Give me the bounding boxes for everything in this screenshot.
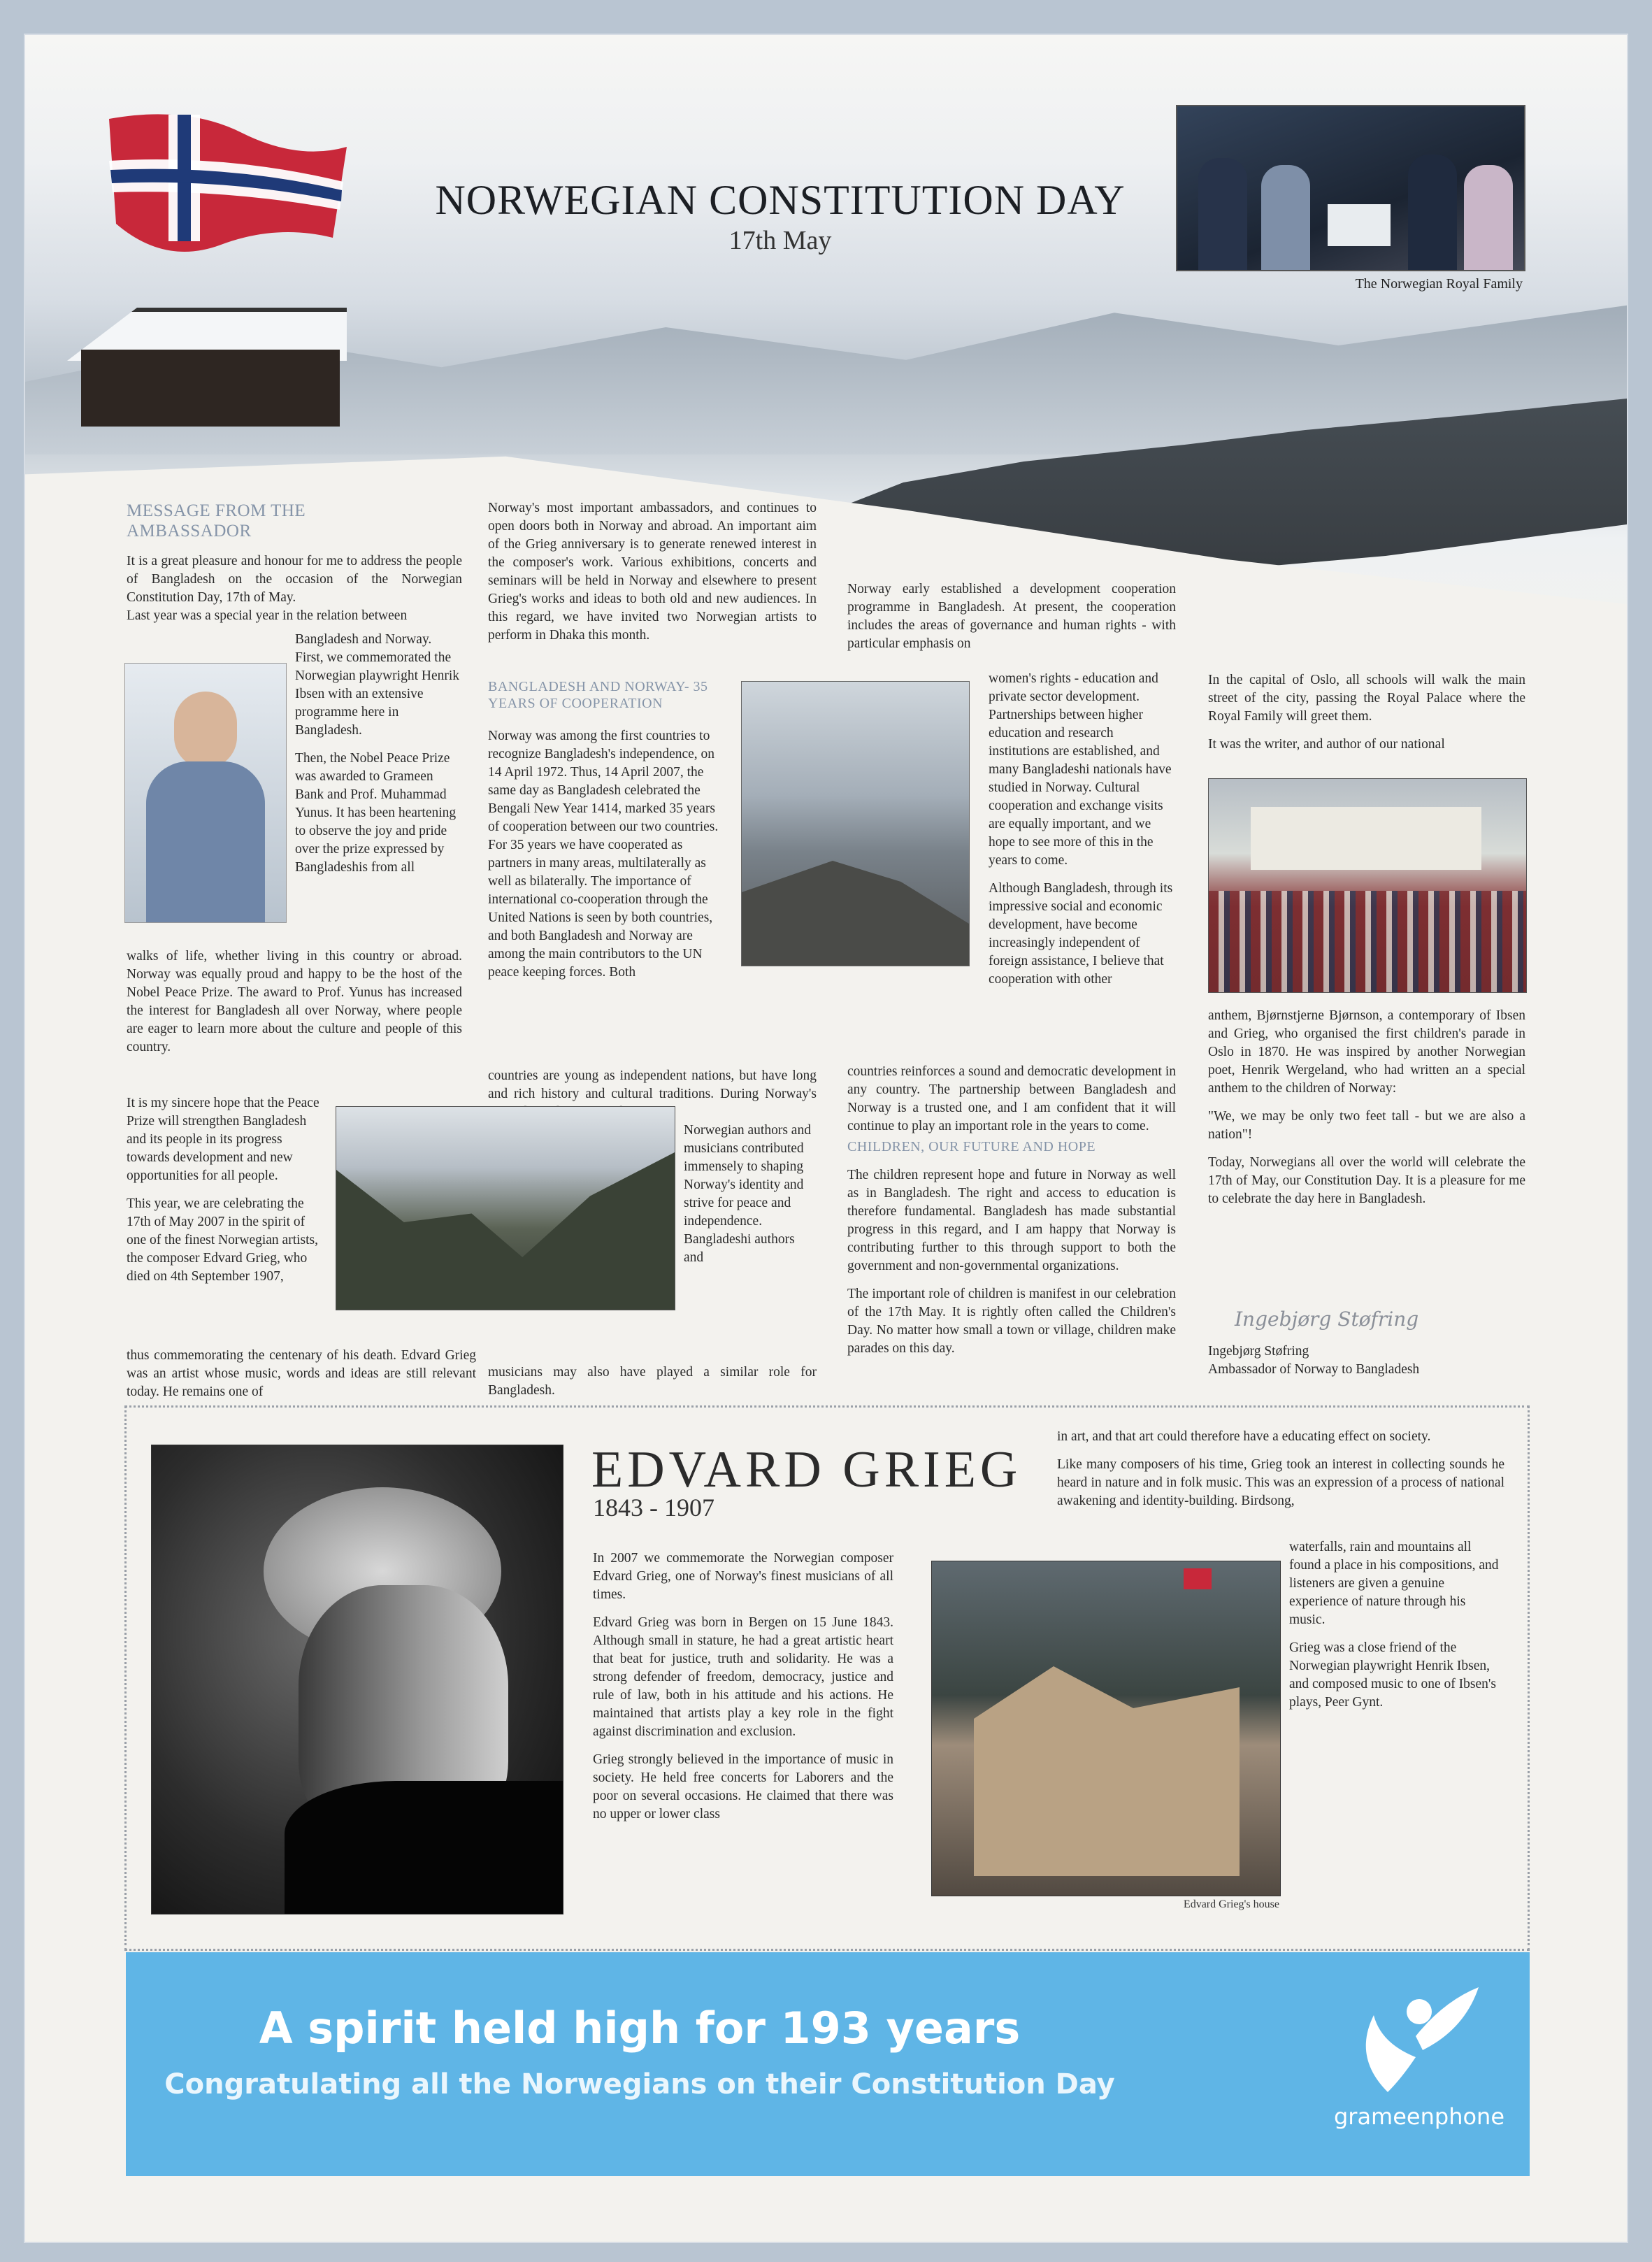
cooperation-heading: BANGLADESH AND NORWAY- 35 YEARS OF COOPERATION [488,679,708,711]
cooperation-paragraph: countries are young as independent nations, but have long and rich history and cultural traditions. During Norway's [488,1068,817,1101]
newspaper-page [24,34,1628,2243]
norwegian-flag-icon [102,105,354,255]
ad-subheadline: Congratulating all the Norwegians on their Constitution Day [164,2068,1115,2100]
ambassador-paragraph: It is a great pleasure and honour for me to address the people of Bangladesh on the occasion of the Norwegian Constitution Day, 17th of May. Last year was a special year in the relation between [127,554,462,623]
ambassador-paragraph: Bangladesh and Norway. First, we commemorated the Norwegian playwright Henrik Ibsen with an extensive programme here in Bangladesh. Then, the Nobel Peace Prize was awarded to Grameen Bank and Prof. Muhammad Yunus. It has been heartening to observe the joy and pride over the prize expressed by Bangladeshis from all [295,632,460,875]
page-title: NORWEGIAN CONSTITUTION DAY [435,177,1126,223]
ambassador-paragraph: thus commemorating the centenary of his death. Edvard Grieg was an artist whose music, words and ideas are still relevant today. He remains one of [127,1348,476,1399]
signatory-block [1208,1343,1525,1379]
ambassador-paragraph: It is my sincere hope that the Peace Prize will strengthen Bangladesh and its people in its progress towards development and new opportunities for all people. This year, we are celebrating the 17th of May 2007 in the spirit of one of the finest Norwegian artists, the composer Edvard Grieg, who died on 4th September 1907, [127,1096,319,1284]
development-paragraph: women's rights - education and private sector development. Partnerships between higher education and research institutions are established, and many Bangladeshi nationals have studied in Norway. Cultural cooperation and exchange visits are equally important, and we hope to see more of this in the years to come. Although Bangladesh, through its impressive social and economic development, have become increasingly independent of foreign assistance, I believe that cooperation with other [989,671,1173,987]
grieg-house-photo [931,1561,1281,1896]
oslo-paragraph: In the capital of Oslo, all schools will walk the main street of the city, passing the Royal Palace where the Royal Family will greet them. It was the writer, and author of our national [1208,673,1525,752]
royal-family-caption: The Norwegian Royal Family [1355,276,1523,292]
cooperation-paragraph: Norway was among the first countries to recognize Bangladesh's independence, on 14 April 1972. Thus, 14 April 2007, the same day as Bangladesh celebrated the Bengali New Year 1414, marked 35 years of cooperation between our two countries. For 35 years we have cooperated as partners in many areas, multilaterally as well as bilaterally. The importance of international co-cooperation through the United Nations is seen by both countries, and both Bangladesh and Norway are among the main contributors to the UN peace keeping forces. Both [488,729,719,980]
ambassador-photo [124,663,287,923]
royal-palace-parade-photo [1208,778,1527,993]
grieg-title: EDVARD GRIEG [591,1441,1022,1498]
grieg-anniversary-paragraph: Norway's most important ambassadors, and continues to open doors both in Norway and abroad. An important aim of the Grieg anniversary is to generate renewed interest in the composer's work. Various exhibitions, concerts and seminars will be held in Norway and elsewhere to present Grieg's works and ideas to both old and new audiences. In this regard, we have invited two Norwegian artists to perform in Dhaka this month. [488,501,817,643]
ambassador-signature: Ingebjørg Støfring [1235,1308,1419,1331]
grieg-years: 1843 - 1907 [593,1494,714,1522]
grameenphone-brand: grameenphone [1333,2103,1505,2130]
barn-image [67,308,347,427]
children-heading: CHILDREN, OUR FUTURE AND HOPE [847,1139,1096,1154]
mountain-valley-photo [336,1106,675,1310]
signatory-name: Ingebjørg Støfring [1208,1344,1309,1359]
page-subtitle-date: 17th May [728,226,832,255]
grieg-paragraph: in art, and that art could therefore have a educating effect on society. Like many composers of his time, Grieg took an interest in collecting sounds he heard in nature and in folk music. This was an expression of a process of national awakening and identity-building. Birdsong, [1057,1429,1504,1508]
grieg-house-caption: Edvard Grieg's house [1183,1898,1279,1910]
development-paragraph: countries reinforces a sound and democratic development in any country. The partnership between Bangladesh and Norway is a trusted one, and I am confident that it will continue to play an important role in the years to come. [847,1064,1176,1133]
ambassador-heading: MESSAGE FROM THE AMBASSADOR [127,501,306,541]
fjord-hikers-photo [741,681,970,966]
grameenphone-advertisement [126,1952,1530,2176]
ad-headline: A spirit held high for 193 years [259,2003,1021,2054]
signatory-role: Ambassador of Norway to Bangladesh [1208,1362,1420,1377]
authors-paragraph: Norwegian authors and musicians contributed immensely to shaping Norway's identity and strive for peace and independence. Bangladeshi authors and [684,1123,811,1265]
grameenphone-logo-icon [1339,1973,1493,2099]
grieg-paragraph: In 2007 we commemorate the Norwegian composer Edvard Grieg, one of Norway's finest musicians of all times. Edvard Grieg was born in Bergen on 15 June 1843. Although small in stature, he had a great artistic heart that beat for justice, truth and solidarity. He was a strong defender of freedom, democracy, justice and rule of law, both in his attitude and his actions. He maintained that artists play a key role in the fight against discrimination and exclusion. Grieg strongly believed in the importance of music in society. He held free concerts for Laborers and the poor on several occasions. He claimed that there was no upper or lower class [593,1551,893,1821]
edvard-grieg-portrait [151,1445,563,1914]
grieg-paragraph: waterfalls, rain and mountains all found a place in his compositions, and listeners are given a genuine experience of nature through his music. Grieg was a close friend of the Norwegian playwright Henrik Ibsen, and composed music to one of Ibsen's plays, Peer Gynt. [1289,1540,1499,1710]
children-paragraph: The children represent hope and future in Norway as well as in Bangladesh. The right and access to education is therefore fundamental. Bangladesh has made substantial progress in this regard, and I am happy that Norway is contributing further to this through support to both the government and non-governmental organizations. The important role of children is manifest in our celebration of the 17th May. It is rightly often called the Children's Day. No matter how small a town or village, children make parades on this day. [847,1168,1176,1356]
anthem-paragraph: anthem, Bjørnstjerne Bjørnson, a contemporary of Ibsen and Grieg, who organised the first children's parade in Oslo in 1870. He was inspired by another Norwegian poet, Henrik Wergeland, who had written an a special anthem to the children of Norway: "We, we may be only two feet tall - but we are also a nation"! Today, Norwegians all over the world will celebrate the 17th of May, our Constitution Day. It is a pleasure for me to celebrate the day here in Bangladesh. [1208,1008,1525,1206]
royal-family-photo [1176,105,1525,271]
development-paragraph: Norway early established a development cooperation programme in Bangladesh. At present, the cooperation includes the areas of governance and human rights - with particular emphasis on [847,582,1176,651]
authors-paragraph: musicians may also have played a similar role for Bangladesh. [488,1365,817,1398]
ambassador-paragraph: walks of life, whether living in this country or abroad. Norway was equally proud and happy to be the host of the Nobel Peace Prize. The award to Prof. Yunus has increased the interest for Bangladesh all over Norway, where people are eager to learn more about the culture and people of this country. [127,949,462,1054]
